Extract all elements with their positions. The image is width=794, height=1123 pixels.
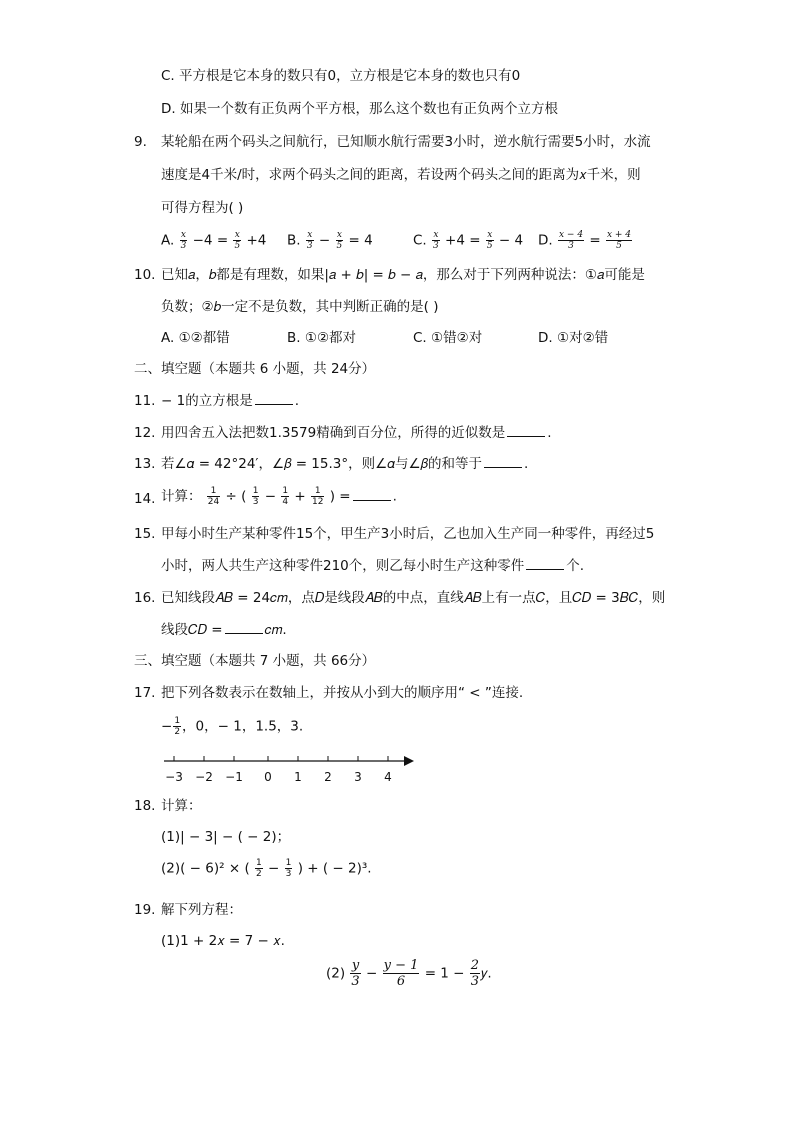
q18-part-2-post: ) + ( − 2)³. xyxy=(297,860,372,877)
q18-part-2 xyxy=(161,858,372,879)
q12-end: . xyxy=(547,425,552,441)
q9-line-2: 速度是4千米/时，求两个码头之间的距离，若设两个码头之间的距离为𝑥千米，则 xyxy=(161,167,641,183)
q14-div: ÷ ( xyxy=(225,488,247,505)
q12-text xyxy=(161,424,552,442)
section-3-heading: 三、填空题（本题共 7 小题，共 66分） xyxy=(134,653,376,669)
q9-option-a-label: A. xyxy=(161,232,175,249)
q13-number: 13. xyxy=(134,456,156,472)
q9-option-a-frac-1: $\frac{\text{𝑥}}{3}$ xyxy=(180,230,187,251)
number-line-tick-label: 2 xyxy=(324,770,332,784)
q12-number: 12. xyxy=(134,425,156,441)
q17-rest: ，0，− 1，1.5，3. xyxy=(182,718,304,735)
q14-frac-3: $\frac{1}{4}$ xyxy=(282,486,289,507)
q16-line-2 xyxy=(161,621,287,639)
q9-option-c-tail: − 4 xyxy=(498,232,524,249)
q17-neg: − xyxy=(161,718,173,735)
q18-frac-1: $\frac{1}{2}$ xyxy=(256,858,262,879)
q19-part-2-label: (2) xyxy=(326,965,346,982)
q17-number: 17. xyxy=(134,685,156,701)
number-line-tick-label: 3 xyxy=(354,770,362,784)
q10-option-d: D. ①对②错 xyxy=(538,330,609,346)
q8-option-c: C. 平方根是它本身的数只有0，立方根是它本身的数也只有0 xyxy=(161,68,521,84)
q9-option-b-tail: = 4 xyxy=(348,232,373,249)
q9-option-c xyxy=(413,230,523,251)
q19-frac-1: $\frac{\text{𝑦}}{3}$ xyxy=(351,958,360,989)
number-line-tick-label: 1 xyxy=(294,770,302,784)
q18-number: 18. xyxy=(134,798,156,814)
q15-line-1: 甲每小时生产某种零件15个，甲生产3小时后，乙也加入生产同一种零件，再经过5 xyxy=(161,526,655,542)
q15-number: 15. xyxy=(134,526,156,542)
q14-answer-blank[interactable] xyxy=(353,488,391,501)
q9-option-b-frac-2: $\frac{\text{𝑥}}{5}$ xyxy=(336,230,343,251)
q19-frac-2: $\frac{\text{𝑦 − 1}}{6}$ xyxy=(383,958,419,989)
q10-option-a: A. ①②都错 xyxy=(161,330,230,346)
q11-number: 11. xyxy=(134,393,156,409)
q11-text xyxy=(161,392,299,410)
q15-line-2 xyxy=(161,557,584,575)
q9-option-d-frac-1: $\frac{\text{𝑥 − 4}}{3}$ xyxy=(558,230,584,251)
q18-part-2-pre: (2)( − 6)² × ( xyxy=(161,860,250,877)
q9-option-c-label: C. xyxy=(413,232,427,249)
q14-plus: + xyxy=(294,488,306,505)
q19-eq: = 1 − xyxy=(424,965,465,982)
q19-title: 解下列方程： xyxy=(161,902,242,918)
q13-answer-blank[interactable] xyxy=(484,455,522,468)
q12-stem: 用四舍五入法把数1.3579精确到百分位，所得的近似数是 xyxy=(161,425,506,441)
q10-line-1: 已知𝑎，𝑏都是有理数，如果|𝑎 + 𝑏| = 𝑏 − 𝑎，那么对于下列两种说法：①𝑎可能是 xyxy=(161,267,645,283)
q17-frac: $\frac{1}{2}$ xyxy=(174,716,181,737)
q9-option-b-mid: − xyxy=(318,232,331,249)
q9-option-b-frac-1: $\frac{\text{𝑥}}{3}$ xyxy=(306,230,313,251)
q13-text xyxy=(161,455,528,473)
q9-option-b xyxy=(287,230,373,251)
q19-frac-3: $\frac{2}{3}$ xyxy=(470,958,480,989)
q12-answer-blank[interactable] xyxy=(507,424,545,437)
q9-option-c-frac-2: $\frac{\text{𝑥}}{5}$ xyxy=(486,230,493,251)
q9-option-a-tail: +4 xyxy=(246,232,267,249)
q9-option-a xyxy=(161,230,266,251)
q16-end: 𝑐𝑚. xyxy=(264,622,287,638)
q13-stem: 若∠𝛼 = 42°24′，∠𝛽 = 15.3°，则∠𝛼与∠𝛽的和等于 xyxy=(161,456,482,472)
q19-part-2 xyxy=(326,958,492,989)
q14-frac-1: $\frac{1}{24}$ xyxy=(207,486,220,507)
q9-option-d-label: D. xyxy=(538,232,553,249)
number-line-tick-label: 0 xyxy=(264,770,272,784)
q11-stem: − 1的立方根是 xyxy=(161,393,253,409)
q16-stem: 线段𝐶𝐷 = xyxy=(161,622,223,638)
q19-minus: − xyxy=(366,965,378,982)
q9-option-d-mid: = xyxy=(589,232,601,249)
q14-number: 14. xyxy=(134,491,156,507)
q14-stem: 计算： xyxy=(161,488,202,505)
number-line-arrow-icon xyxy=(404,756,414,766)
q14-frac-4: $\frac{1}{12}$ xyxy=(312,486,324,507)
q19-number: 19. xyxy=(134,902,156,918)
q11-answer-blank[interactable] xyxy=(255,392,293,405)
number-line-tick-label: −2 xyxy=(195,770,213,784)
q9-line-3: 可得方程为( ) xyxy=(161,200,244,216)
q19-tail: 𝑦. xyxy=(481,965,492,982)
q9-number: 9. xyxy=(134,134,147,150)
number-line xyxy=(158,752,418,786)
q9-option-a-mid: −4 = xyxy=(192,232,229,249)
section-2-heading: 二、填空题（本题共 6 小题，共 24分） xyxy=(134,361,376,377)
q14-end: . xyxy=(392,488,397,505)
q16-line-1: 已知线段𝐴𝐵 = 24𝑐𝑚，点𝐷是线段𝐴𝐵的中点，直线𝐴𝐵上有一点𝐶，且𝐶𝐷 = 3𝐵𝐶，则 xyxy=(161,590,666,606)
q14-text xyxy=(161,486,397,507)
q11-end: . xyxy=(294,393,299,409)
q13-end: . xyxy=(523,456,529,472)
q15-end: 个. xyxy=(566,558,585,574)
number-line-tick-label: 4 xyxy=(384,770,392,784)
q14-minus: − xyxy=(264,488,277,505)
q19-part-1: (1)1 + 2𝑥 = 7 − 𝑥. xyxy=(161,933,285,949)
q17-line-1: 把下列各数表示在数轴上，并按从小到大的顺序用“ < ”连接. xyxy=(161,685,524,701)
q10-line-2: 负数；②𝑏一定不是负数，其中判断正确的是( ) xyxy=(161,299,439,315)
number-line-tick-label: −3 xyxy=(165,770,183,784)
q15-stem: 小时，两人共生产这种零件210个，则乙每小时生产这种零件 xyxy=(161,558,525,574)
q16-answer-blank[interactable] xyxy=(225,621,263,634)
q9-option-d xyxy=(538,230,633,251)
q18-part-1: (1)| − 3| − ( − 2)； xyxy=(161,829,291,845)
q14-close: ) = xyxy=(329,488,351,505)
q9-option-b-label: B. xyxy=(287,232,301,249)
q10-option-c: C. ①错②对 xyxy=(413,330,483,346)
q8-option-d: D. 如果一个数有正负两个平方根，那么这个数也有正负两个立方根 xyxy=(161,101,558,117)
q10-option-b: B. ①②都对 xyxy=(287,330,357,346)
q18-minus: − xyxy=(268,860,280,877)
q9-option-c-mid: +4 = xyxy=(445,232,481,249)
q9-option-c-frac-1: $\frac{\text{𝑥}}{3}$ xyxy=(433,230,439,251)
q9-option-a-frac-2: $\frac{\text{𝑥}}{5}$ xyxy=(234,230,241,251)
q9-option-d-frac-2: $\frac{\text{𝑥 + 4}}{5}$ xyxy=(606,230,632,251)
q9-line-1: 某轮船在两个码头之间航行，已知顺水航行需要3小时，逆水航行需要5小时，水流 xyxy=(161,134,651,150)
q10-number: 10. xyxy=(134,267,156,283)
q17-numbers xyxy=(161,716,303,737)
q18-frac-2: $\frac{1}{3}$ xyxy=(285,858,292,879)
q14-frac-2: $\frac{1}{3}$ xyxy=(252,486,259,507)
q16-number: 16. xyxy=(134,590,156,606)
number-line-tick-label: −1 xyxy=(225,770,243,784)
q15-answer-blank[interactable] xyxy=(526,557,564,570)
q18-title: 计算： xyxy=(161,798,202,814)
